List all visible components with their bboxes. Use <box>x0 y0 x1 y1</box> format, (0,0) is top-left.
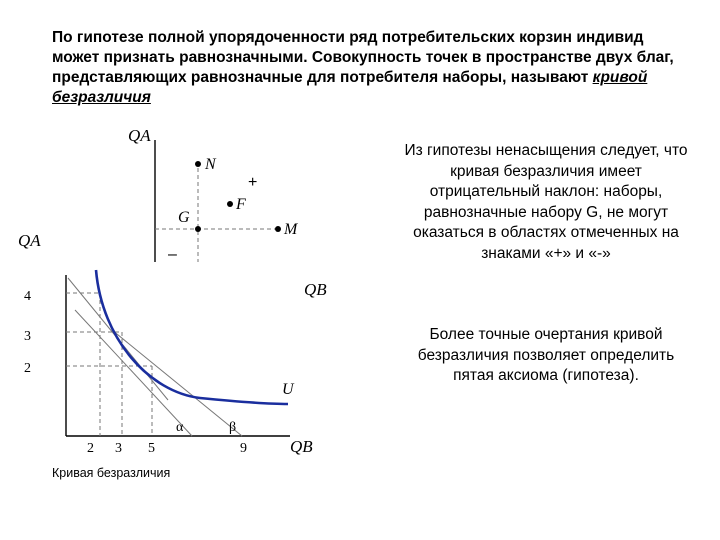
indifference-curve-u <box>96 270 288 404</box>
point-m <box>275 226 281 232</box>
side-note-1: Из гипотезы ненасыщения следует, что кривая безразличия имеет отрицательный наклон: наборы, равнозначные набору G, не могут оказаться в областях отмеченных на знаками «+» и «-» <box>404 142 688 262</box>
label-g: G <box>178 209 190 226</box>
x-tick-2: 2 <box>87 441 94 456</box>
side-note-2: Более точные очертания кривой безразличия позволяет определить пятая аксиома (гипотеза). <box>417 326 675 384</box>
intro-text: По гипотезе полной упорядоченности ряд потребительских корзин индивид может признать равнозначными. Совокупность точек в пространстве двух благ, представляющих равнозначные для потребителя наборы, называют <box>52 29 674 86</box>
plus-sign: + <box>248 174 258 191</box>
top-y-axis-label: QA <box>128 126 151 145</box>
point-f <box>227 201 233 207</box>
label-m: M <box>284 221 298 238</box>
point-n <box>195 161 201 167</box>
bottom-y-axis-label: QA <box>18 231 41 250</box>
x-tick-9: 9 <box>240 441 247 456</box>
y-tick-2: 2 <box>24 361 31 376</box>
label-f: F <box>236 196 246 213</box>
x-tick-3: 3 <box>115 441 122 456</box>
angle-alpha: α <box>176 420 184 435</box>
bottom-x-axis-label: QB <box>290 437 313 456</box>
curve-label-u: U <box>282 381 294 398</box>
angle-beta: β <box>229 420 237 435</box>
figure-caption: Кривая безразличия <box>52 466 171 480</box>
x-tick-5: 5 <box>148 441 155 456</box>
y-tick-4: 4 <box>24 289 31 304</box>
intro-emphasis: кривой безразличия <box>52 69 648 106</box>
minus-sign: – <box>168 246 177 263</box>
line-alpha <box>75 310 192 436</box>
top-x-axis-label: QB <box>304 280 327 299</box>
point-g <box>195 226 201 232</box>
y-tick-3: 3 <box>24 329 31 344</box>
label-n: N <box>205 156 216 173</box>
